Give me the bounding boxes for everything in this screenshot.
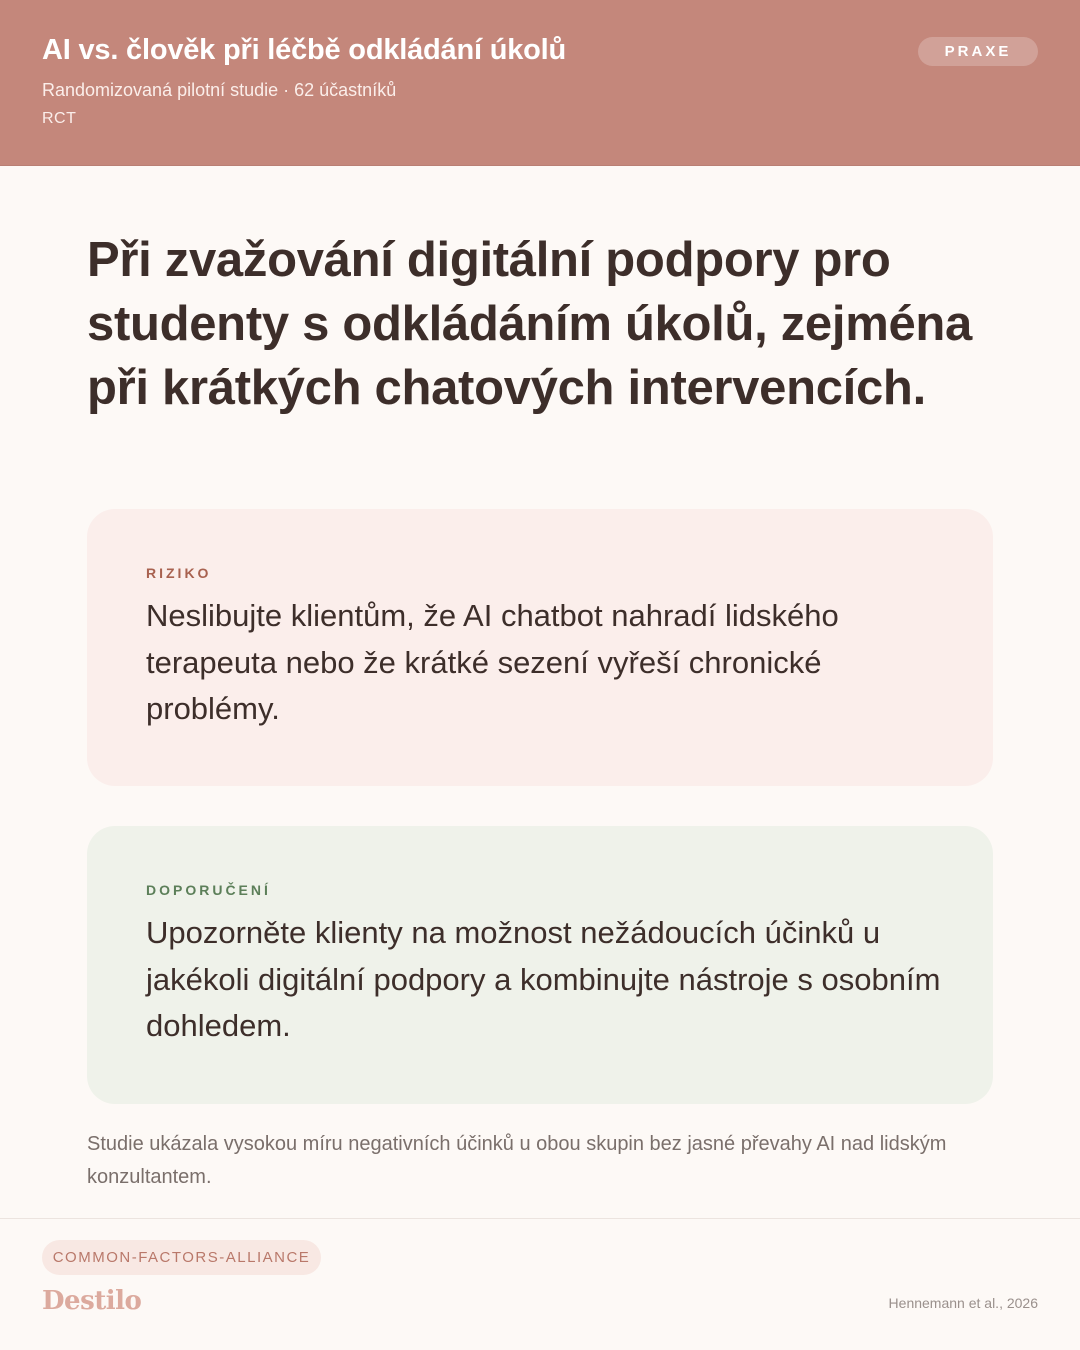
- header-banner: [0, 0, 1080, 166]
- main-headline: Při zvažování digitální podpory pro studenty s odkládáním úkolů, zejména při krátkých chatových intervencích.: [87, 233, 973, 415]
- category-badge: PRAXE: [918, 37, 1038, 66]
- risk-card-text: Neslibujte klientům, že AI chatbot nahradí lidského terapeuta nebo že krátké sezení vyřeší chronické problémy.: [146, 598, 839, 726]
- study-subtitle: Randomizovaná pilotní studie · 62 účastníků: [42, 80, 397, 100]
- risk-card-label: RIZIKO: [146, 565, 212, 581]
- recommendation-card-text: Upozorněte klienty na možnost nežádoucích účinků u jakékoli digitální podpory a kombinujte nástroje s osobním dohledem.: [146, 915, 941, 1043]
- risk-card: [87, 509, 993, 786]
- footer-divider: [0, 1218, 1080, 1219]
- citation: Hennemann et al., 2026: [888, 1295, 1038, 1311]
- study-note: Studie ukázala vysokou míru negativních účinků u obou skupin bez jasné převahy AI nad lidským konzultantem.: [87, 1133, 947, 1188]
- page-title: AI vs. člověk při léčbě odkládání úkolů: [42, 34, 567, 66]
- brand-logo: Destilo: [42, 1286, 142, 1316]
- recommendation-card-label: DOPORUČENÍ: [146, 882, 271, 898]
- recommendation-card: [87, 826, 993, 1104]
- topic-tag[interactable]: COMMON-FACTORS-ALLIANCE: [42, 1240, 321, 1275]
- study-design-label: RCT: [42, 110, 77, 127]
